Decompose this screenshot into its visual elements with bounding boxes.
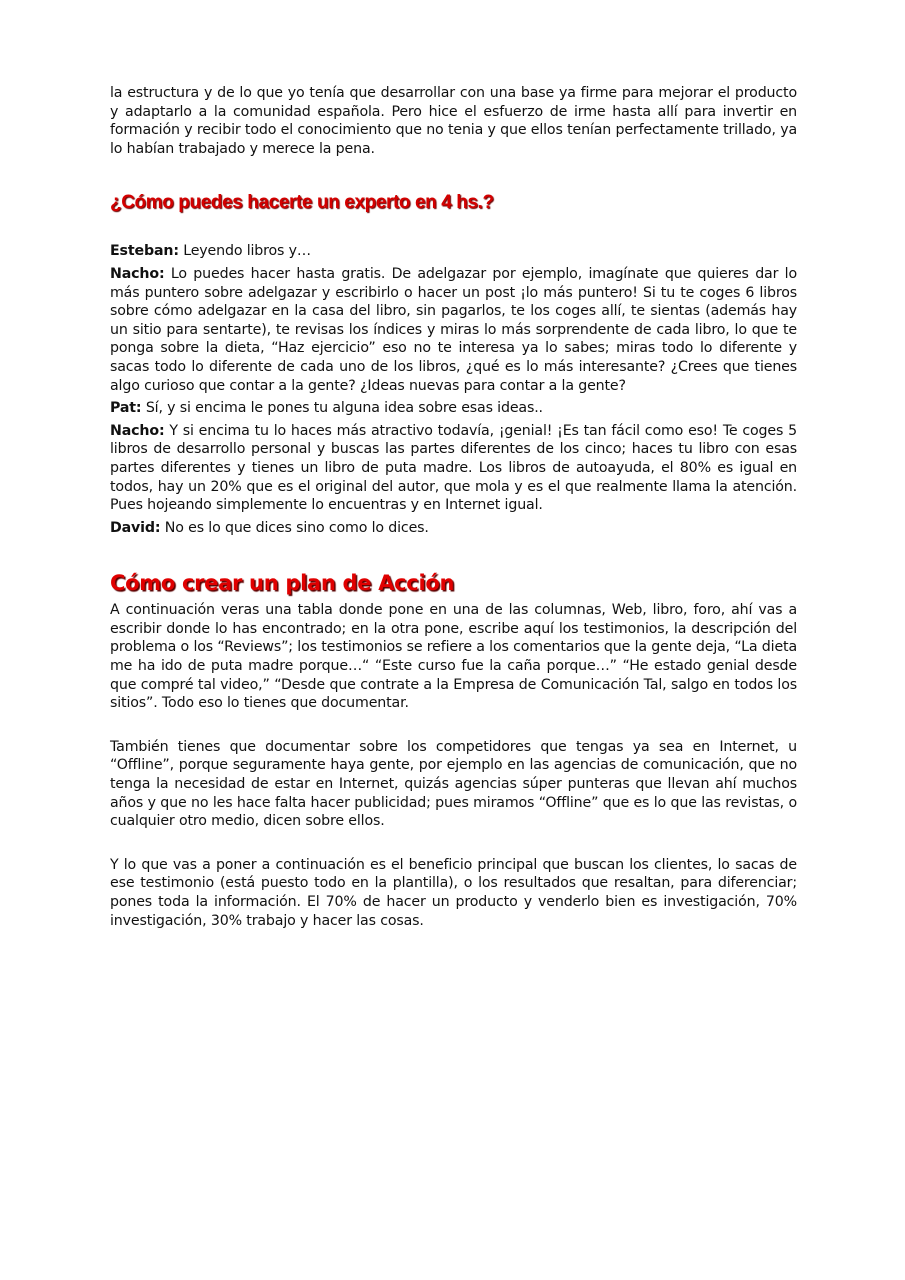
body-paragraph: También tienes que documentar sobre los competidores que tengas ya sea en Internet, u “Offline”, porque seguramente haya gente, por ejemplo en las agencias de comunicación, que no tenga la necesidad de estar en Internet, quizás agencias súper punteras que llevan ahí muchos años y que no les hace falta hacer publicidad; pues miramos “Offline” que es lo que las revistas, o cualquier otro medio, dicen sobre ellos. [110,738,797,830]
section-heading-experto: ¿Cómo puedes hacerte un experto en 4 hs.? [110,192,494,214]
dialogue-line [110,242,797,261]
dialogue [110,242,797,537]
dialogue-line [110,399,797,418]
speaker-name: Pat: [110,400,142,417]
dialogue-text: Leyendo libros y… [178,243,311,260]
dialogue-line [110,519,797,538]
section-heading-plan-accion: Cómo crear un plan de Acción [110,571,455,596]
dialogue-text: Y si encima tu lo haces más atractivo todavía, ¡genial! ¡Es tan fácil como eso! Te coges 5 libros de desarrollo personal y buscas las partes diferentes de los cinco; haces tu libro con esas partes diferentes y tienes un libro de puta madre. Los libros de autoayuda, el 80% es igual en todos, hay un 20% que es el original del autor, que mola y es el que realmente llama la atención. Pues hojeando simplemente lo encuentras y en Internet igual. [110,422,797,514]
dialogue-line [110,265,797,395]
dialogue-text: No es lo que dices sino como lo dices. [160,519,429,536]
speaker-name: Nacho: [110,422,165,439]
intro-paragraph: la estructura y de lo que yo tenía que desarrollar con una base ya firme para mejorar el producto y adaptarlo a la comunidad española. Pero hice el esfuerzo de irme hasta allí para invertir en formación y recibir todo el conocimiento que no tenia y que ellos tenían perfectamente trillado, ya lo habían trabajado y merece la pena. [110,85,797,157]
dialogue-text: Lo puedes hacer hasta gratis. De adelgazar por ejemplo, imagínate que quieres dar lo más puntero sobre adelgazar y escribirlo o hacer un post ¡lo más puntero! Si tu te coges 6 libros sobre cómo adelgazar en la casa del libro, sin pagarlos, te los coges allí, te sientas (además hay un sitio para sentarte), te revisas los índices y miras lo más sorprendente de cada libro, lo que te ponga sobre la dieta, “Haz ejercicio” eso no te interesa ya lo sabes; miras todo lo diferente y sacas todo lo diferente de cada uno de los libros, ¿qué es lo más interesante? ¿Crees que tienes algo curioso que contar a la gente? ¿Ideas nuevas para contar a la gente? [110,265,797,394]
body-paragraph: A continuación veras una tabla donde pone en una de las columnas, Web, libro, foro, ahí vas a escribir donde lo has encontrado; en la otra pone, escribe aquí los testimonios, la descripción del problema o los “Reviews”; los testimonios se refiere a los comentarios que la gente deja, “La dieta me ha ido de puta madre porque…“ “Este curso fue la caña porque…” “He estado genial desde que compré tal video,” “Desde que contrate a la Empresa de Comunicación Tal, salgo en todos los sitios”. Todo eso lo tienes que documentar. [110,602,797,712]
speaker-name: Esteban: [110,243,179,260]
body-paragraph: Y lo que vas a poner a continuación es el beneficio principal que buscan los clientes, lo sacas de ese testimonio (está puesto todo en la plantilla), o los resultados que resaltan, para diferenciar; pones toda la información. El 70% de hacer un producto y venderlo bien es investigación, 70% investigación, 30% trabajo y hacer las cosas. [110,856,797,929]
speaker-name: Nacho: [110,265,165,282]
dialogue-line [110,422,797,515]
document-page [110,84,797,930]
speaker-name: David: [110,519,161,536]
dialogue-text: Sí, y si encima le pones tu alguna idea sobre esas ideas.. [141,400,543,417]
